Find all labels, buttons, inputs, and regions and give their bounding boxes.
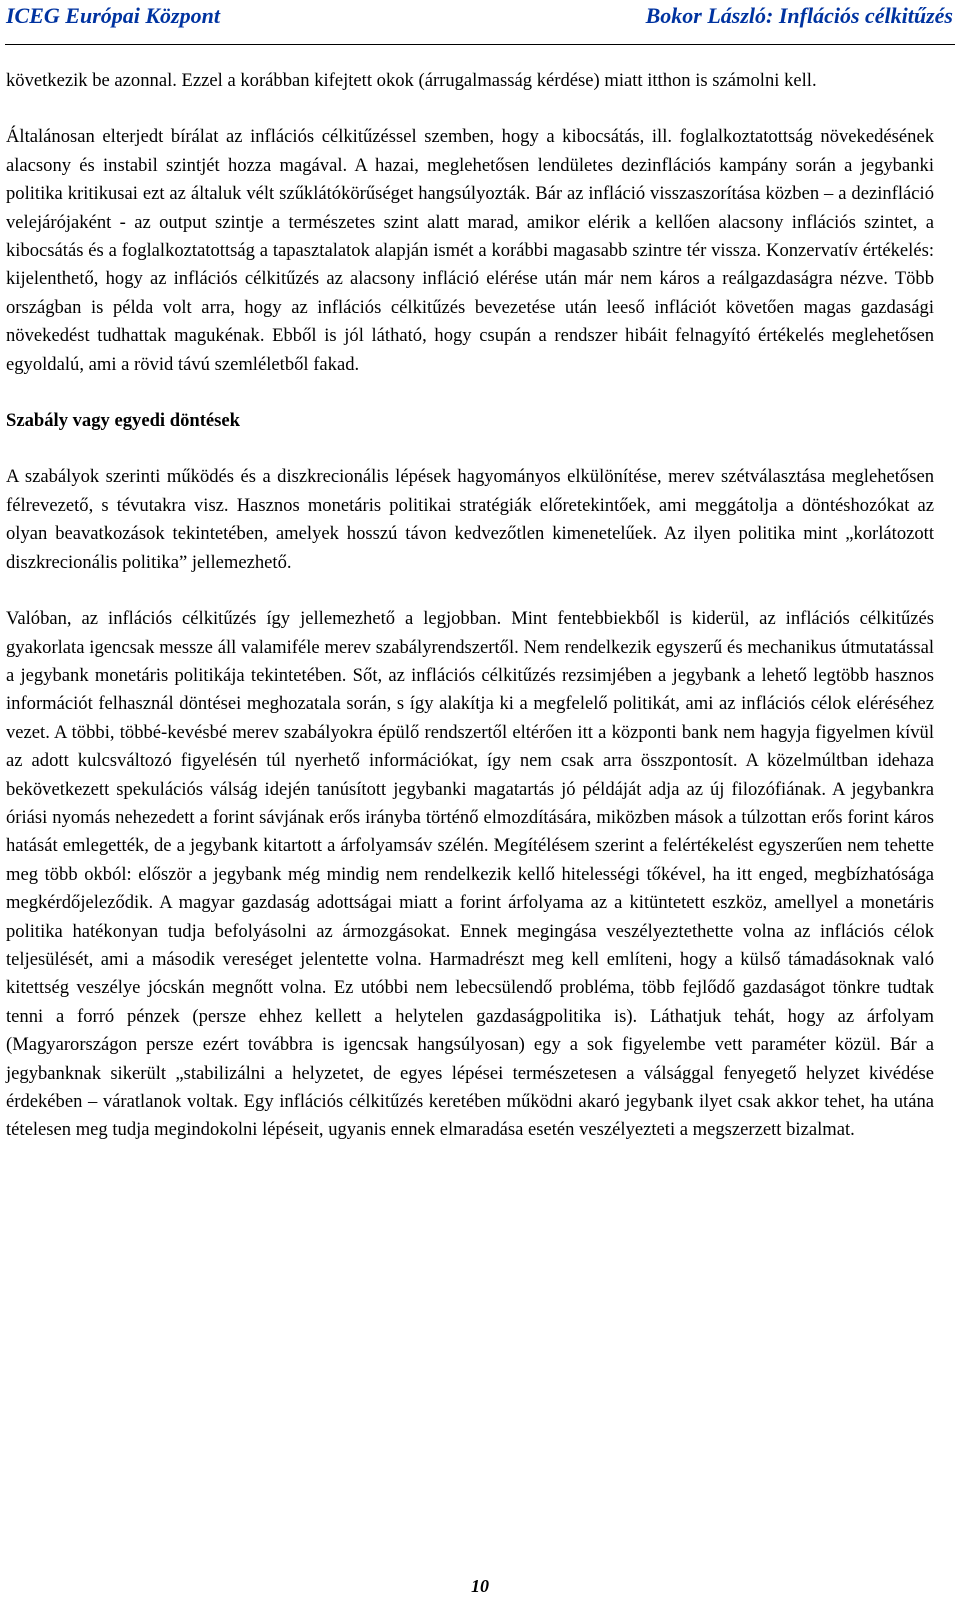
paragraph-1: következik be azonnal. Ezzel a korábban kifejtett okok (árrugalmasság kérdése) miatt itthon is számolni kell. <box>6 70 817 91</box>
header-organization: ICEG Európai Központ <box>6 3 220 28</box>
page-number: 10 <box>471 1576 489 1596</box>
paragraph-3: A szabályok szerinti működés és a diszkrecionális lépések hagyományos elkülönítése, merev szétválasztása meglehetősen félrevezető, s tévutakra visz. Hasznos monetáris politikai stratégiák előretekintőek, ami meggátolja a döntéshozókat az olyan beavatkozások tekintetében, amelyek hosszú távon kedvezőtlen kimenetelűek. Az ilyen politika mint „korlátozott diszkrecionális politika” jellemezhető. <box>6 466 934 573</box>
header-author-title: Bokor László: Inflációs célkitűzés <box>645 3 953 28</box>
paragraph-4: Valóban, az inflációs célkitűzés így jellemezhető a legjobban. Mint fentebbiekből is kiderül, az inflációs célkitűzés gyakorlata igencsak messze áll valamiféle merev szabályrendszertől. Nem rendelkezik egyszerű és mechanikus útmutatással a jegybank monetáris politikája tekintetében. Sőt, az inflációs célkitűzés rezsimjében a jegybank a lehető legtöbb hasznos információt felhasznál döntései meghozatala során, s így alakítja ki a megfelelő politikát, ami az inflációs célok eléréséhez vezet. A többi, többé-kevésbé merev szabályokra épülő rendszertől eltérően itt a központi bank nem hagyja figyelmen kívül az adott kulcsváltozó figyelésén túl nyerhető információkat, így nem csak arra összpontosít. A közelmúltban idehaza bekövetkezett spekulációs válság idején tanúsított jegybanki magatartás jó példáját adja az új filozófiának. A jegybankra óriási nyomás nehezedett a forint sávjának erős irányba történő elmozdítására, miközben mások a túlzottan erős forint káros hatását emlegették, de a jegybank kitartott a árfolyamsáv szélén. Megítélésem szerint a felértékelést egyszerűen nem tehette meg több okból: először a jegybank még mindig nem rendelkezik kellő hitelességi tőkével, ha itt enged, megbízhatósága megkérdőjeleződik. A magyar gazdaság adottságai miatt a forint árfolyama az a kitüntetett eszköz, amellyel a monetáris politika hatékonyan tudja befolyásolni az ármozgásokat. Ennek megingása veszélyeztethette volna az inflációs célok teljesülését, ami a második vereséget jelentette volna. Harmadrészt meg kell említeni, hogy a külső támadásoknak való kitettség veszélye jócskán megnőtt volna. Ez utóbbi nem lebecsülendő probléma, több fejlődő gazdaságot tönkre tudtak tenni a forró pénzek (persze ehhez kellett a helytelen gazdaságpolitika is). Láthatjuk tehát, hogy az árfolyam (Magyarországon persze ezért továbbra is igencsak hangsúlyosan) egy a sok figyelembe vett paraméter közül. Bár a jegybanknak sikerült „stabilizálni a helyzetet, de egyes lépései természetesen a válsággal fenyegető helyzet kivédése érdekében – váratlanok voltak. Egy inflációs célkitűzés keretében működni akaró jegybank ilyet csak akkor tehet, ha utána tételesen meg tudja megindokolni lépéseit, ugyanis ennek elmaradása esetén veszélyezteti a megszerzett bizalmat. <box>6 608 934 1141</box>
page-header <box>5 0 955 45</box>
body-text <box>6 67 934 1145</box>
section-heading: Szabály vagy egyedi döntések <box>6 410 240 432</box>
paragraph-2: Általánosan elterjedt bírálat az inflációs célkitűzéssel szemben, hogy a kibocsátás, ill. foglalkoztatottság növekedésének alacsony és instabil szintjét hozza magával. A hazai, meglehetősen lendületes dezinflációs kampány során a jegybanki politika kritikusai ezt az általuk vélt szűklátókörűséget hangsúlyozták. Bár az infláció visszaszorítása közben – a dezinfláció velejárójaként - az output szintje a természetes szint alatt marad, amikor elérik a kellően alacsony inflációs szintet, a kibocsátás és a foglalkoztatottság a tapasztalatok alapján ismét a korábbi magasabb szintre tér vissza. Konzervatív értékelés: kijelenthető, hogy az inflációs célkitűzés az alacsony infláció elérése után már nem káros a reálgazdaságra nézve. Több országban is példa volt arra, hogy az inflációs célkitűzés bevezetése után leeső inflációt követően magas gazdasági növekedést tudhattak magukénak. Ebből is jól látható, hogy csupán a rendszer hibáit felnagyító értékelés meglehetősen egyoldalú, ami a rövid távú szemléletből fakad. <box>6 126 934 375</box>
